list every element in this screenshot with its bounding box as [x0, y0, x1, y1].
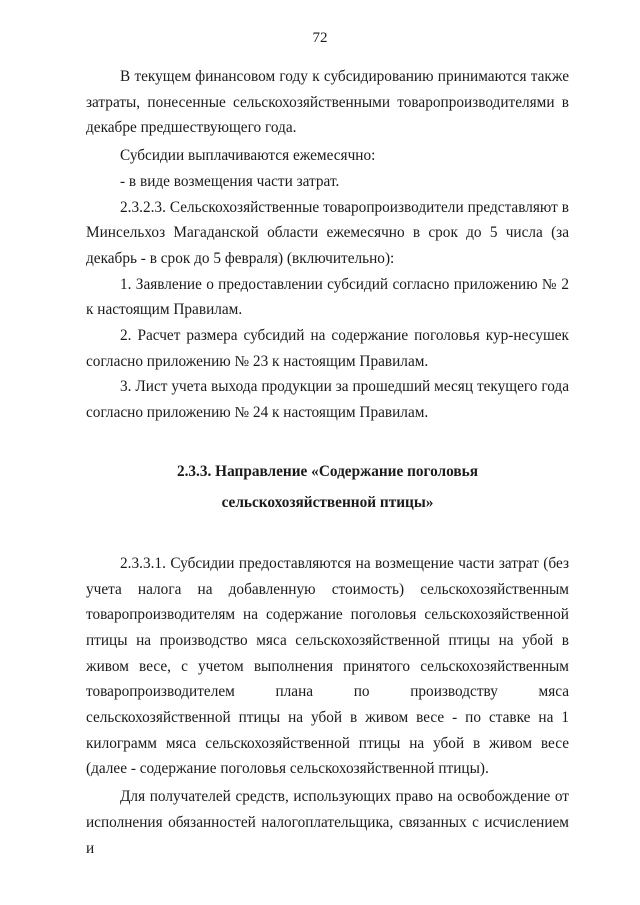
paragraph-tax-exempt-recipients: Для получателей средств, использующих право на освобождение от исполнения обязанностей налогоплательщика, связанных с исчислением и: [86, 788, 569, 857]
document-body: [86, 64, 569, 861]
list-item-application: 1. Заявление о предоставлении субсидий согласно приложению № 2 к настоящим Правилам.: [86, 275, 569, 319]
list-item-production-sheet: 3. Лист учета выхода продукции за прошедший месяц текущего года согласно приложению № 24 к настоящим Правилам.: [86, 378, 569, 422]
paragraph-2-3-3-1: 2.3.3.1. Субсидии предоставляются на возмещение части затрат (без учета налога на добавленную стоимость) сельскохозяйственным товаропроизводителям на содержание поголовья сельскохозяйственной птицы на производство мяса сельскохозяйственной птицы на убой в живом весе, с учетом выполнения принятого сельскохозяйственным товаропроизводителем плана по производству мяса сельскохозяйственной птицы на убой в живом весе - по ставке на 1 килограмм мяса сельскохозяйственной птицы на убой в живом весе (далее - содержание поголовья сельскохозяйственной птицы).: [86, 554, 569, 778]
paragraph-cost-compensation: - в виде возмещения части затрат.: [120, 172, 340, 190]
list-item-calculation: 2. Расчет размера субсидий на содержание поголовья кур-несушек согласно приложению № 23 к настоящим Правилам.: [86, 327, 569, 370]
paragraph-2-3-2-3: 2.3.2.3. Сельскохозяйственные товаропроизводители представляют в Минсельхоз Магаданской области ежемесячно в срок до 5 числа (за декабрь - в срок до 5 февраля) (включительно):: [86, 198, 569, 267]
section-heading-line-1: 2.3.3. Направление «Содержание поголовья: [176, 462, 479, 480]
paragraph-current-year-costs: В текущем финансовом году к субсидированию принимаются также затраты, понесенные сельскохозяйственными товаропроизводителями в декабре предшествующего года.: [86, 68, 569, 137]
section-heading: [86, 456, 569, 518]
paragraph-monthly-payment: Субсидии выплачиваются ежемесячно:: [120, 147, 376, 165]
page-number: 72: [312, 30, 328, 46]
section-heading-line-2: сельскохозяйственной птицы»: [221, 493, 434, 511]
